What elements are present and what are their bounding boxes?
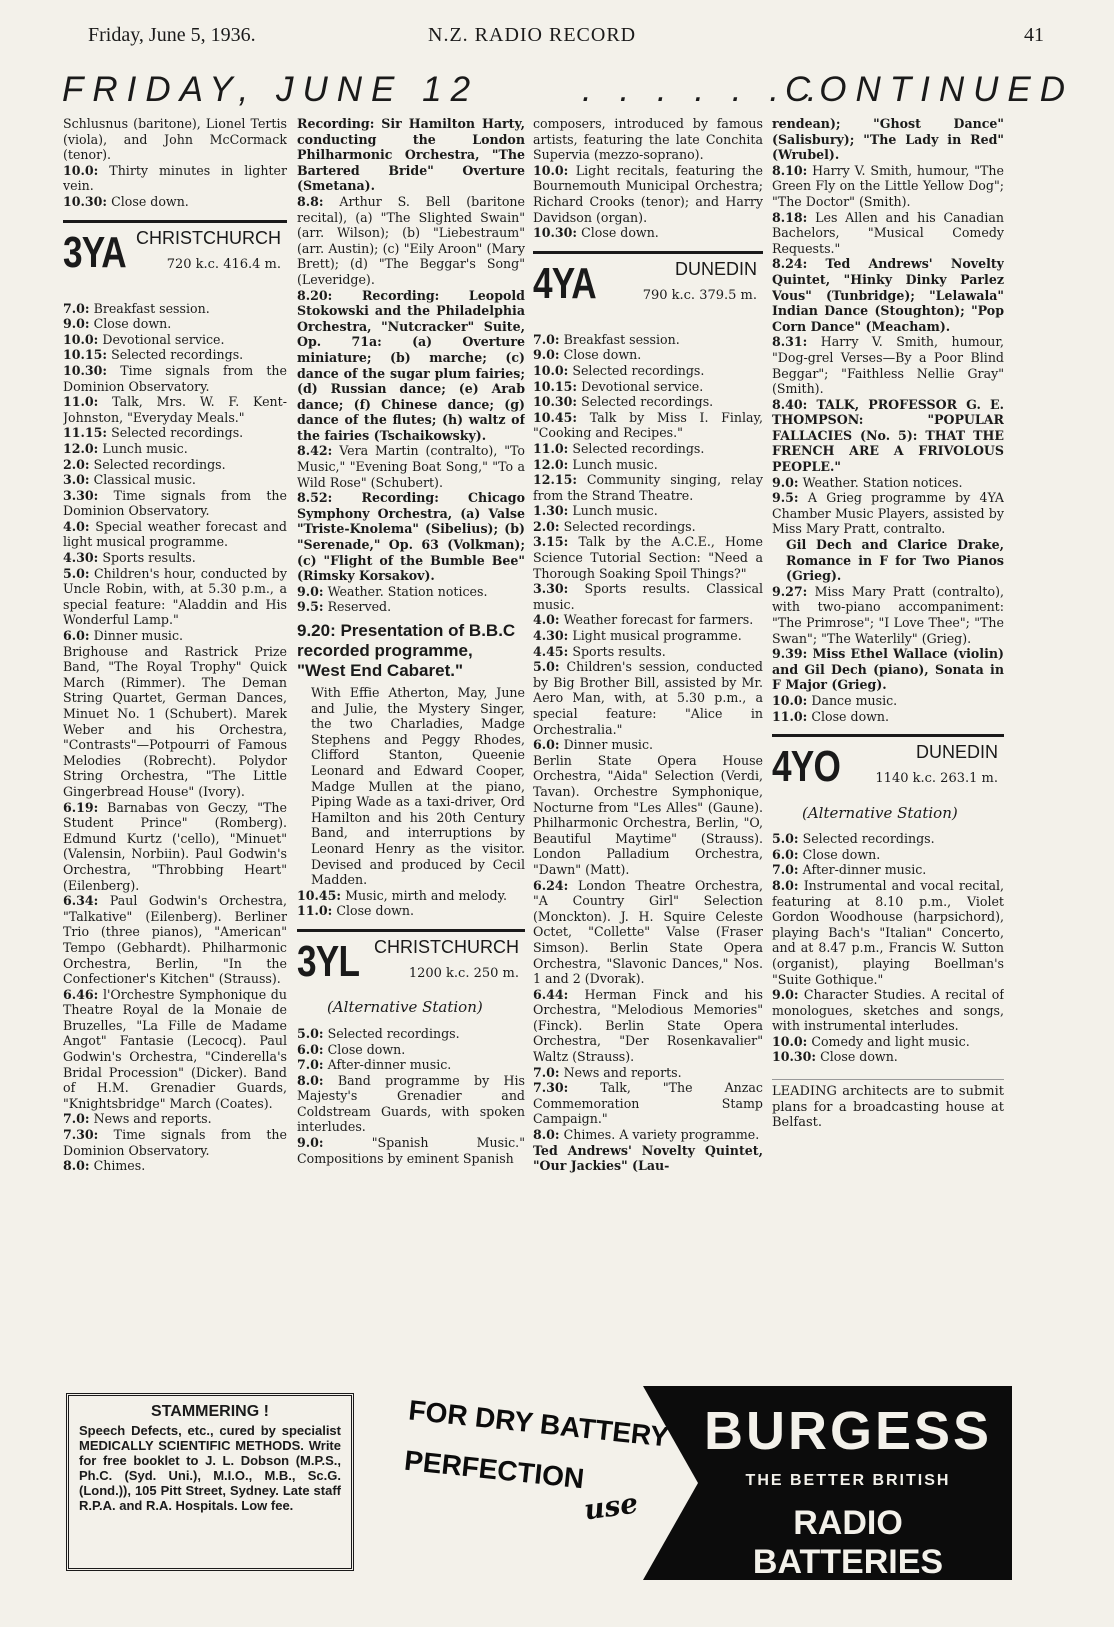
ad-tagline: THE BETTER BRITISH [745,1472,951,1489]
entry-text: Brighouse and Rastrick Prize Band, "The Royal Trophy" Quick March (Rimmer). The Deman String Quartet, German Dances, Minuet No. 1 (Schubert). Marek Weber and his Orchestra, "Contrasts"—Potpourri of Famous Melodies (Robrecht). Polydor String Orchestra, "The Little Gingerbread House" (Ivory). [63,643,287,799]
programme-entry [533,347,763,363]
station-frequency: 1140 k.c. 263.1 m. [875,771,998,787]
entry-time: 4.30: [63,550,99,566]
entry-text: Dance music. [811,692,898,708]
entry-text: Thirty minutes in lighter vein. [63,162,287,194]
stammering-advertisement [66,1393,354,1571]
entry-text: After-dinner music. [802,862,927,878]
station-alternative: (Alternative Station) [802,803,958,822]
station-city: CHRISTCHURCH [136,227,281,248]
entry-text: Miss Mary Pratt (contralto), with two-piano accompaniment: "The Primrose"; "I Love Thee"; "The Swan"; "The Waterlily" (Grieg). [772,583,1004,646]
entry-time: 7.0: [772,862,799,878]
station-header-4ya [533,251,763,324]
programme-entry [297,194,525,288]
entry-time: 12.15: [533,472,578,488]
entry-time: 8.0: [533,1127,560,1143]
programme-entry [533,379,763,395]
entry-time: 10.45: [533,409,578,425]
ad-brand: BURGESS [703,1401,993,1461]
programme-entry [297,1073,525,1135]
entry-time: 8.40: [772,396,808,412]
banner-dots: . . . . . . . [582,70,826,109]
entry-time: 8.20: [297,287,333,303]
entry-time: 12.0: [533,456,569,472]
programme-entry [533,163,763,225]
entry-text: Sports results. Classical music. [533,581,763,612]
programme-entry [772,475,1004,491]
entry-time: 4.0: [533,612,560,628]
programme-entry [772,397,1004,475]
entry-text: Les Allen and his Canadian Bachelors, "Musical Comedy Requests." [772,209,1004,256]
programme-entry [533,628,763,644]
entry-text: Close down. [802,846,881,862]
entry-time: 11.0: [772,708,808,724]
entry-time: 10.30: [63,362,108,378]
programme-entry [63,332,287,348]
entry-time: 9.39: [772,646,808,662]
programme-entry [533,503,763,519]
entry-time: 11.0: [533,440,569,456]
entry-text: Ted Andrews' Novelty Quintet, "Our Jackies" (Lau- [533,1142,763,1174]
entry-time: 4.45: [533,643,569,659]
entry-time: 8.31: [772,334,808,350]
entry-time: 6.0: [772,846,799,862]
programme-entry [297,1135,525,1166]
station-call-sign: 3YA [63,227,126,277]
entry-text: Devotional service. [581,378,704,394]
programme-entry [533,116,763,163]
entry-time: 10.0: [772,692,808,708]
entry-time: 7.0: [533,331,560,347]
entry-text: Vera Martin (contralto), "To Music," "Evening Boat Song," "To a Wild Rose" (Schubert). [297,443,525,490]
entry-text: Time signals from the Dominion Observatory. [63,362,287,394]
programme-entry [533,457,763,473]
entry-text: Selected recordings. [327,1025,460,1041]
programme-entry [533,410,763,441]
entry-text: Gil Dech and Clarice Drake, Romance in F for Two Pianos (Grieg). [786,537,1004,584]
programme-entry [772,693,1004,709]
entry-text: Close down. [581,225,659,241]
programme-entry [533,644,763,660]
station-call-sign: 3YL [297,936,360,986]
programme-entry [63,550,287,566]
entry-text: Talk by the A.C.E., Home Science Tutorial Section: "Need a Thorough Soaking Spoil Things?" [533,534,763,581]
programme-entry [297,116,525,194]
entry-time: 8.10: [772,162,808,178]
programme-entry [63,488,287,519]
programme-entry [772,1049,1004,1065]
programme-entry [772,116,1004,163]
programme-entry [533,519,763,535]
programme-entry [772,646,1004,693]
entry-text: Special weather forecast and light musical programme. [63,518,287,550]
programme-entry [533,581,763,612]
programme-entry [772,878,1004,987]
programme-entry [63,425,287,441]
entry-time: 9.5: [772,490,799,506]
programme-entry [63,519,287,550]
programme-entry [533,1080,763,1127]
entry-time: 8.52: [297,490,333,506]
entry-text: Chimes. [93,1158,146,1174]
programme-entry [533,394,763,410]
entry-time: 5.0: [533,659,560,675]
entry-time: 10.0: [772,1033,808,1049]
entry-text: Light musical programme. [572,628,742,644]
entry-text: Lunch music. [572,456,658,472]
programme-entry [533,1127,763,1143]
entry-text: Selected recordings. [93,456,226,472]
entry-time: 5.0: [297,1025,324,1041]
programme-entry [533,878,763,987]
programme-entry [533,1065,763,1081]
entry-time: 2.0: [533,518,560,534]
station-city: CHRISTCHURCH [374,936,519,957]
entry-text: Recording: Chicago Symphony Orchestra, (a) Valse "Triste-Knolema" (Sibelius); (b) "Serenade," Op. 63 (Volkman); (c) "Flight of the Bumble Bee" (Rimsky Korsakov). [297,490,525,584]
programme-entry [772,537,1004,584]
programme-entry [63,316,287,332]
programme-entry [297,903,525,919]
banner-day: FRIDAY, JUNE 12 [62,70,480,109]
entry-text: Herman Finck and his Orchestra, "Melodious Memories" (Finck). Berlin State Opera Orchestra, "Der Rosenkavalier" Waltz (Strauss). [533,986,763,1065]
entry-text: Weather. Station notices. [327,583,488,599]
entry-time: 9.0: [63,316,90,332]
programme-entry [772,847,1004,863]
programme-entry [533,612,763,628]
programme-entry [533,987,763,1065]
entry-text: Paul Godwin's Orchestra, "Talkative" (Eilenberg). Berliner Trio (three pianos), "American" Tempo (Gebhardt). Philharmonic Orchestra, Berlin, "In the Confectioner's Kitchen" (Strauss). [63,893,287,987]
entry-time: 3.15: [533,534,569,550]
ad-heading: STAMMERING ! [151,1403,269,1420]
programme-entry [772,210,1004,257]
entry-time: 7.30: [63,1127,99,1143]
entry-text: Classical music. [93,472,196,488]
entry-time: 10.15: [533,378,578,394]
programme-entry [63,394,287,425]
entry-text: Band programme by His Majesty's Grenadier and Coldstream Guards, with spoken interludes. [297,1072,525,1135]
programme-entry [63,301,287,317]
entry-time: 9.0: [772,987,799,1003]
entry-text: Weather. Station notices. [802,474,963,490]
entry-text: Miss Ethel Wallace (violin) and Gil Dech (piano), Sonata in F Major (Grieg). [772,646,1004,693]
entry-text: Ted Andrews' Novelty Quintet, "Hinky Dinky Parlez Vous" (Tunbridge); "Lelawala" Indian Dance (Stoughton); "Pop Corn Dance" (Meacham). [772,256,1004,334]
entry-time: 10.30: [772,1049,817,1065]
entry-time: 6.46: [63,986,99,1002]
entry-text: Breakfast session. [563,331,680,347]
entry-text: A Grieg programme by 4YA Chamber Music Players, assisted by Miss Mary Pratt, contralto. [772,490,1004,537]
entry-text: Close down. [811,708,890,724]
programme-entry [533,332,763,348]
entry-time: 5.0: [772,831,799,847]
ad-product: RADIO BATTERIES [752,1504,944,1580]
entry-text: Dinner music. [93,628,184,644]
entry-time: 4.0: [63,518,90,534]
programme-entry [63,1111,287,1127]
programme-entry [533,363,763,379]
entry-time: 9.27: [772,583,808,599]
station-frequency: 720 k.c. 416.4 m. [166,256,281,272]
entry-text: Selected recordings. [572,440,705,456]
entry-time: 9.0: [297,1135,324,1151]
entry-time: 1.30: [533,503,569,519]
station-city: DUNEDIN [915,742,998,763]
column-4 [772,116,1004,1378]
entry-text: "Spanish Music." Compositions by eminent Spanish [297,1135,525,1166]
entry-text: Children's hour, conducted by Uncle Robin, with, at 5.30 p.m., a special feature: "Aladdin and His Wonderful Lamp." [63,565,287,628]
entry-text: Time signals from the Dominion Observatory. [63,487,287,519]
programme-entry [533,441,763,457]
station-header-4yo [772,734,1004,823]
entry-text: Selected recordings. [563,518,696,534]
programme-entry [63,163,287,194]
entry-time: 10.0: [63,162,99,178]
entry-text: Recording: Sir Hamilton Harty, conducting the London Philharmonic Orchestra, "The Bartered Bride" Overture (Smetana). [297,116,525,194]
entry-time: 10.30: [533,394,578,410]
entry-text: Sports results. [572,643,666,659]
programme-entry [63,116,287,163]
programme-entry [63,1127,287,1158]
programme-entry [772,334,1004,396]
entry-text: Close down. [111,193,189,209]
entry-text: Chimes. A variety programme. [563,1127,760,1143]
entry-time: 3.0: [63,472,90,488]
entry-time: 11.15: [63,425,108,441]
programme-entry [63,441,287,457]
entry-text: Arthur S. Bell (baritone recital), (a) "The Slighted Swain" (arr. Wilson); (b) "Liebestraum" (arr. Austin); (c) "Eily Aroon" (Mary Brett); (d) "The Beggar's Song" (Leveridge). [297,193,525,287]
station-alternative: (Alternative Station) [327,998,483,1017]
programme-entry [63,893,287,987]
issue-date: Friday, June 5, 1936. [88,24,256,46]
entry-time: 10.0: [533,162,569,178]
station-header-3yl [297,929,525,1018]
day-banner [62,70,1074,110]
entry-text: Recording: Leopold Stokowski and the Philadelphia Orchestra, "Nutcracker" Suite, Op. 71a: (a) Overture miniature; (b) marche; (c) dance of the sugar plum fairies; (d) Russian dance; (e) Arab dance; (f) Chinese dance; (g) dance of the flutes; (h) waltz of the fairies (Tschaikowsky). [297,287,525,443]
banner-continued: CONTINUED [784,70,1074,109]
entry-text: Harry V. Smith, humour, "Dog-grel Verses—By a Poor Blind Beggar"; "Faithless Nellie Gray" (Smith). [772,334,1004,397]
programme-entry [772,1034,1004,1050]
entry-time: 8.0: [63,1158,90,1174]
entry-time: 10.0: [63,331,99,347]
programme-entry [297,599,525,615]
programme-entry [297,288,525,444]
entry-time: 9.0: [533,347,560,363]
entry-text: After-dinner music. [327,1057,452,1073]
entry-time: 6.44: [533,986,569,1002]
entry-text: Selected recordings. [572,362,705,378]
station-city: DUNEDIN [674,258,757,279]
entry-text: Talk by Miss I. Finlay, "Cooking and Recipes." [533,409,763,441]
programme-entry [772,862,1004,878]
entry-text: rendean); "Ghost Dance" (Salisbury); "The Lady in Red" (Wrubel). [772,116,1004,163]
entry-time: 6.0: [297,1041,324,1057]
programme-entry [533,1143,763,1174]
entry-time: 7.0: [297,1057,324,1073]
entry-text: Music, mirth and melody. [345,887,508,903]
programme-entry [297,584,525,600]
entry-text: Close down. [327,1041,406,1057]
entry-text: Comedy and light music. [811,1033,970,1049]
entry-text: Community singing, relay from the Strand Theatre. [533,472,763,503]
entry-time: 7.0: [63,1111,90,1127]
burgess-advertisement [398,1386,1012,1580]
entry-text: Close down. [336,903,415,919]
entry-text: Berlin State Opera House Orchestra, "Aida" Selection (Verdi, Tavan). Orchestre Symphonique, Nocturne from "Les Alles" (Gaune). Philharmonic Orchestra, Berlin, "O, Beautiful Maytime" (Strauss). London Palladium Orchestra, "Dawn" (Matt). [533,752,763,877]
programme-entry [772,256,1004,334]
entry-time: 10.0: [533,362,569,378]
entry-text: News and reports. [93,1111,212,1127]
programme-entry [63,1158,287,1174]
ad-slogan-line-2: PERFECTION [402,1444,586,1495]
programme-entry [772,987,1004,1034]
station-call-sign: 4YA [533,258,596,308]
entry-time: 7.0: [63,300,90,316]
entry-text: Weather forecast for farmers. [563,612,754,628]
programme-entry [772,584,1004,646]
entry-time: 8.8: [297,193,324,209]
entry-text: Selected recordings. [581,394,714,410]
station-header-3ya [63,220,287,293]
entry-time: 6.0: [533,737,560,753]
entry-text: Barnabas von Geczy, "The Student Prince" (Romberg). Edmund Kurtz ('cello), "Minuet" (Valensin, Norbiin). Paul Godwin's Orchestra, "Throbbing Heart" (Eilenberg). [63,799,287,893]
entry-time: 8.18: [772,209,808,225]
entry-time: 9.0: [772,474,799,490]
entry-time: 9.0: [297,583,324,599]
programme-entry [63,987,287,1112]
entry-time: 8.0: [297,1072,324,1088]
entry-text: composers, introduced by famous artists, featuring the late Conchita Supervia (mezzo-soprano). [533,116,763,163]
entry-time: 7.0: [533,1064,560,1080]
station-frequency: 1200 k.c. 250 m. [408,965,519,981]
entry-text: Devotional service. [102,331,225,347]
ad-slogan-script: use [581,1486,640,1527]
ad-body: Speech Defects, etc., cured by specialist MEDICALLY SCIENTIFIC METHODS. Write for free booklet to J. L. Dobson (M.P.S., Ph.C. (Syd. Uni.), M.I.O., M.B., Sc.G. (Lond.)), 105 Pitt Street, Sydney. Late staff R.P.A. and R.A. Hospitals. Low fee. [79,1423,341,1513]
entry-text: Selected recordings. [111,425,244,441]
feature-description: With Effie Atherton, May, June and Julie, the Mystery Singer, the two Charladies, Madge Stephens and Peggy Rhodes, Clifford Stanton, Queenie Leonard and Edward Cooper, Madge Mullen at the piano, Piping Wade as a taxi-driver, Ord Hamilton and his 20th Century Band, and interruptions by Leonard Henry as the visitor. Devised and produced by Cecil Madden. [311,685,525,888]
entry-text: Close down. [820,1049,898,1065]
programme-entry [772,163,1004,210]
entry-time: 8.42: [297,443,333,459]
entry-text: Reserved. [327,599,392,615]
programme-entry [533,472,763,503]
entry-time: 11.0: [63,394,99,410]
entry-text: Dinner music. [563,737,654,753]
programme-entry [772,709,1004,725]
entry-text: Children's session, conducted by Big Brother Bill, assisted by Mr. Aero Man, with, at 5.30 p.m., a special feature: "Alice in Orchestralia." [533,659,763,737]
entry-time: 7.30: [533,1080,569,1096]
programme-entry [63,194,287,210]
entry-text: Close down. [563,347,642,363]
programme-entry [63,800,287,894]
page-number: 41 [1024,24,1044,46]
entry-time: 6.24: [533,877,569,893]
ad-slogan-line-1: FOR DRY BATTERY [407,1394,671,1453]
entry-text: Lunch music. [102,440,188,456]
programme-entry [63,566,287,628]
programme-entry [63,363,287,394]
entry-time: 10.30: [533,225,578,241]
entry-text: Selected recordings. [111,347,244,363]
news-note: LEADING architects are to submit plans for a broadcasting house at Belfast. [772,1079,1004,1131]
programme-entry [63,457,287,473]
entry-text: Light recitals, featuring the Bournemouth Municipal Orchestra; Richard Crooks (tenor); and Harry Davidson (organ). [533,162,763,225]
entry-time: 8.0: [772,877,799,893]
programme-entry [297,443,525,490]
publication-title: N.Z. RADIO RECORD [428,24,637,46]
entry-text: Talk, "The Anzac Commemoration Stamp Campaign." [533,1080,763,1127]
programme-entry [772,831,1004,847]
station-call-sign: 4YO [772,742,841,792]
programme-entry [63,628,287,644]
entry-time: 8.24: [772,256,808,272]
entry-time: 5.0: [63,565,90,581]
entry-text: Harry V. Smith, humour, "The Green Fly on the Little Yellow Dog"; "The Doctor" (Smith). [772,162,1004,209]
entry-time: 11.0: [297,903,333,919]
entry-time: 3.30: [63,487,99,503]
entry-text: Instrumental and vocal recital, featuring at 8.10 p.m., Violet Gordon Woodhouse (harpsichord), playing Bach's "Italian" Concerto, and at 8.47 p.m., Francis W. Sutton (organist), playing Boellman's "Suite Gothique." [772,877,1004,987]
entry-time: 4.30: [533,628,569,644]
entry-time: 2.0: [63,456,90,472]
entry-time: 10.45: [297,887,342,903]
entry-text: Lunch music. [572,503,658,519]
entry-time: 6.0: [63,628,90,644]
programme-entry [533,753,763,878]
entry-time: 9.5: [297,599,324,615]
entry-text: Time signals from the Dominion Observatory. [63,1127,287,1158]
entry-text: News and reports. [563,1064,682,1080]
programme-entry [533,534,763,581]
programme-entry [297,1026,525,1042]
programme-entry [297,1042,525,1058]
programme-entry [297,490,525,584]
entry-text: Selected recordings. [802,831,935,847]
entry-text: Close down. [93,316,172,332]
entry-text: TALK, PROFESSOR G. E. THOMPSON: "POPULAR FALLACIES (No. 5): THAT THE FRENCH ARE A FRIVOLOUS PEOPLE." [772,396,1004,475]
entry-text: Schlusnus (baritone), Lionel Tertis (viola), and John McCormack (tenor). [63,116,287,163]
column-3 [533,116,763,1378]
column-1 [63,116,287,1378]
entry-text: l'Orchestre Symphonique du Theatre Royal de la Monaie de Bruzelles, "La Fille de Madame Angot" Fantasie (Lecocq). Paul Godwin's Orchestra, "Cinderella's Bridal Procession" (Dicker). Band of H.M. Grenadier Guards, "Knightsbridge" March (Coates). [63,986,287,1111]
column-2 [297,116,525,1378]
programme-entry [533,225,763,241]
station-frequency: 790 k.c. 379.5 m. [642,287,757,303]
programme-entry [63,347,287,363]
entry-time: 12.0: [63,440,99,456]
entry-text: Character Studies. A recital of monologues, sketches and songs, with instrumental interludes. [772,987,1004,1034]
running-head [88,24,1044,50]
programme-entry [533,737,763,753]
entry-time: 3.30: [533,581,569,597]
programme-entry [63,472,287,488]
entry-text: London Theatre Orchestra, "A Country Girl" Selection (Monckton). J. H. Squire Celeste Octet, "Collette" Valse (Fraser Simson). Berlin State Opera Orchestra, "Slavonic Dances," Nos. 1 and 2 (Dvorak). [533,877,763,987]
entry-text: Sports results. [102,550,196,566]
entry-time: 6.34: [63,893,99,909]
programme-entry [772,490,1004,537]
entry-time: 10.30: [63,193,108,209]
programme-entry [63,644,287,800]
programme-entry [533,659,763,737]
programme-entry [297,1057,525,1073]
entry-text: Talk, Mrs. W. F. Kent-Johnston, "Everyday Meals." [63,394,287,425]
entry-time: 6.19: [63,799,99,815]
entry-text: Breakfast session. [93,300,210,316]
feature-heading: 9.20: Presentation of B.B.C recorded programme, "West End Cabaret." [297,621,516,680]
programme-entry [297,888,525,904]
entry-time: 10.15: [63,347,108,363]
